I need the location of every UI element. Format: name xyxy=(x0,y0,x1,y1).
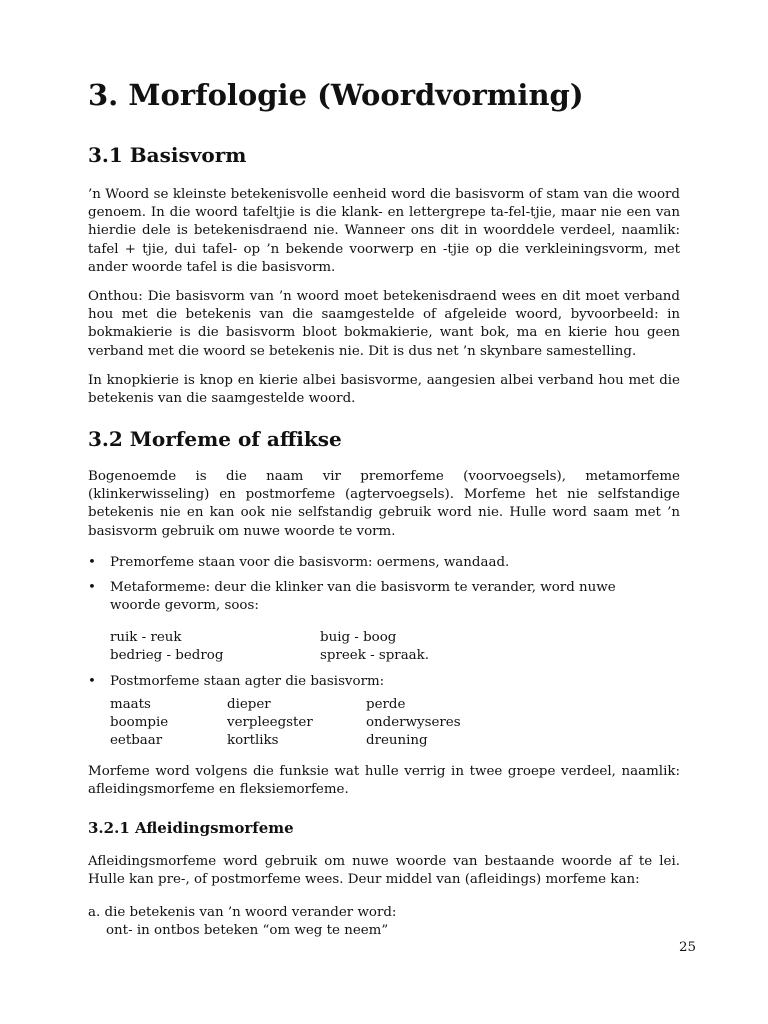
section-heading-3-2-1: 3.2.1 Afleidingsmorfeme xyxy=(88,819,294,837)
paragraph-basisvorm-3: In knopkierie is knop en kierie albei basisvorme, aangesien albei verband hou met die betekenis van die saamgestelde woord. xyxy=(88,373,680,407)
example-word: dieper xyxy=(227,697,271,712)
example-word: maats xyxy=(110,697,151,712)
example-word: onderwyseres xyxy=(366,715,461,730)
example-word: kortliks xyxy=(227,733,279,748)
example-word: buig - boog xyxy=(320,630,397,645)
example-word: bedrieg - bedrog xyxy=(110,648,224,663)
list-item-text: a. die betekenis van ’n woord verander word: xyxy=(88,905,397,920)
paragraph-afleidingsmorfeme: Afleidingsmorfeme word gebruik om nuwe woorde van bestaande woorde af te lei. Hulle kan pre-, of postmorfeme wees. Deur middel van (afleidings) morfeme kan: xyxy=(88,854,680,888)
chapter-title: 3. Morfologie (Woordvorming) xyxy=(88,78,584,112)
list-item-example: ont- in ontbos beteken “om weg te neem” xyxy=(106,923,389,938)
metamorfeme-examples xyxy=(110,629,510,669)
example-word: verpleegster xyxy=(227,715,313,730)
bullet-symbol: • xyxy=(88,674,96,689)
example-word: dreuning xyxy=(366,733,428,748)
page-number: 25 xyxy=(678,940,696,955)
bullet-text: Postmorfeme staan agter die basisvorm: xyxy=(110,674,385,689)
bullet-text: Metaformeme: deur die klinker van die basisvorm te verander, word nuwe woorde gevorm, soos: xyxy=(110,580,616,614)
example-word: eetbaar xyxy=(110,733,163,748)
postmorfeme-examples xyxy=(110,696,530,752)
bullet-text: Premorfeme staan voor die basisvorm: oermens, wandaad. xyxy=(110,555,510,570)
example-word: spreek - spraak. xyxy=(320,648,430,663)
bullet-symbol: • xyxy=(88,555,96,570)
paragraph-morfeme-2: Morfeme word volgens die funksie wat hulle verrig in twee groepe verdeel, naamlik: afleidingsmorfeme en fleksiemorfeme. xyxy=(88,764,680,798)
paragraph-basisvorm-2: Onthou: Die basisvorm van ’n woord moet betekenisdraend wees en dit moet verband hou met die betekenis van die saamgestelde of afgeleide woord, byvoorbeeld: in bokmakierie is die basisvorm bloot bokmakierie, want bok, ma en kierie hou geen verband met die woord se betekenis nie. Dit is dus net ’n skynbare samestelling. xyxy=(88,289,680,359)
paragraph-morfeme-1: Bogenoemde is die naam vir premorfeme (voorvoegsels), metamorfeme (klinkerwisseling) en postmorfeme (agtervoegsels). Morfeme het nie selfstandige betekenis nie en kan ook nie selfstandig gebruik word nie. Hulle word saam met ’n basisvorm gebruik om nuwe woorde te vorm. xyxy=(88,469,680,539)
example-word: ruik - reuk xyxy=(110,630,182,645)
bullet-symbol: • xyxy=(88,580,96,595)
example-word: boompie xyxy=(110,715,169,730)
section-heading-3-2: 3.2 Morfeme of affikse xyxy=(88,427,342,451)
paragraph-basisvorm-1: ’n Woord se kleinste betekenisvolle eenheid word die basisvorm of stam van die woord genoem. In die woord tafeltjie is die klank- en lettergrepe ta-fel-tjie, maar nie een van hierdie dele is betekenisdraend nie. Wanneer ons dit in woorddele verdeel, naamlik: tafel + tjie, dui tafel- op ’n bekende voorwerp en -tjie op die verkleiningsvorm, met ander woorde tafel is die basisvorm. xyxy=(88,187,680,275)
section-heading-3-1: 3.1 Basisvorm xyxy=(88,143,247,167)
list-item-a xyxy=(88,904,680,944)
example-word: perde xyxy=(366,697,406,712)
